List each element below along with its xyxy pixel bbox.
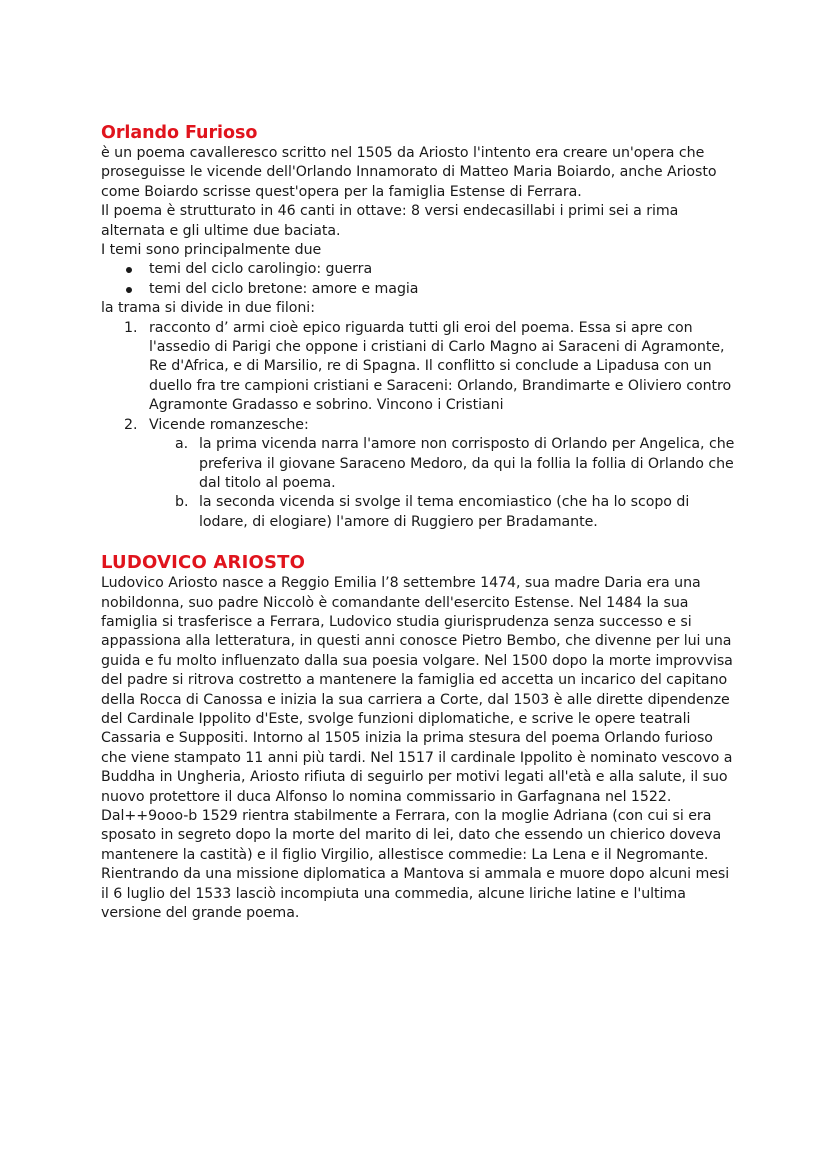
list-item [101,416,741,532]
list-marker: 2. [124,416,138,433]
plot-list [101,319,741,532]
list-item [101,319,741,416]
plot-intro: la trama si divide in due filoni: [101,300,315,317]
section-title-orlando-furioso: Orlando Furioso [101,123,258,143]
bullet-icon [126,267,132,273]
plot-text: racconto d’ armi cioè epico riguarda tutti gli eroi del poema. Essa si apre con l'assedio di Parigi che oppone i cristiani di Carlo Magno ai Saraceni di Agramonte, Re d'Africa, e di Marsilio, re di Spagna. Il conflitto si conclude a Lipadusa con un duello fra tre campioni cristiani e Saraceni: Orlando, Brandimarte e Oliviero contro Agramonte Gradasso e sobrino. Vincono i Cristiani [149,319,732,414]
subplot-text: la prima vicenda narra l'amore non corrisposto di Orlando per Angelica, che preferiva il giovane Saraceno Medoro, da qui la follia la follia di Orlando che dal titolo al poema. [199,436,735,491]
themes-list [101,260,741,299]
intro-paragraph: è un poema cavalleresco scritto nel 1505 da Ariosto l'intento era creare un'opera che proseguisse le vicende dell'Orlando Innamorato di Matteo Maria Boiardo, anche Ariosto come Boiardo scrisse quest'opera per la famiglia Estense di Ferrara. [101,145,717,200]
list-marker: a. [175,436,189,453]
list-item [101,260,741,279]
biography-paragraph-continued: Dal++9ooo-b 1529 rientra stabilmente a Ferrara, con la moglie Adriana (con cui si era sposato in segreto dopo la morte del marito di lei, dato che essendo un chierico doveva mantenere la castità) e il figlio Virgilio, allestisce commedie: La Lena e il Negromante. Rientrando da una missione diplomatica a Mantova si ammala e muore dopo alcuni mesi il 6 luglio del 1533 lasciò incompiuta una commedia, alcune liriche latine e l'ultima versione del grande poema. [101,808,730,922]
list-marker: b. [175,494,189,511]
biography-paragraph: Ludovico Ariosto nasce a Reggio Emilia l’8 settembre 1474, sua madre Daria era una nobildonna, suo padre Niccolò è comandante dell'esercito Estense. Nel 1484 la sua famiglia si trasferisce a Ferrara, Ludovico studia giurisprudenza senza successo e si appassiona alla letteratura, in questi anni conosce Pietro Bembo, che divenne per lui una guida e fu molto influenzato dalla sua poesia volgare. Nel 1500 dopo la morte improvvisa del padre si ritrova costretto a mantenere la famiglia ed accetta un incarico del capitano della Rocca di Canossa e inizia la sua carriera a Corte, dal 1503 è alle dirette dipendenze del Cardinale Ippolito d'Este, svolge funzioni diplomatiche, e scrive le opere teatrali Cassaria e Suppositi. Intorno al 1505 inizia la prima stesura del poema Orlando furioso che viene stampato 11 anni più tardi. Nel 1517 il cardinale Ippolito è nominato vescovo a Buddha in Ungheria, Ariosto rifiuta di seguirlo per motivi legati all'età e alla salute, il suo nuovo protettore il duca Alfonso lo nomina commissario in Garfagnana nel 1522. [101,575,733,805]
themes-intro: I temi sono principalmente due [101,242,322,259]
subplot-list [149,435,741,532]
list-item [149,435,741,493]
list-item [149,493,741,532]
bullet-icon [126,287,132,293]
section-title-ludovico-ariosto: LUDOVICO ARIOSTO [101,552,306,574]
plot-text: Vicende romanzesche: [149,416,309,433]
list-item [101,280,741,299]
subplot-text: la seconda vicenda si svolge il tema encomiastico (che ha lo scopo di lodare, di elogiare) l'amore di Ruggiero per Bradamante. [199,494,690,530]
structure-paragraph: Il poema è strutturato in 46 canti in ottave: 8 versi endecasillabi i primi sei a rima alternata e gli ultime due baciata. [101,203,679,239]
theme-text: temi del ciclo bretone: amore e magia [149,280,419,297]
document-page [101,122,741,923]
list-marker: 1. [124,319,138,336]
theme-text: temi del ciclo carolingio: guerra [149,261,373,278]
